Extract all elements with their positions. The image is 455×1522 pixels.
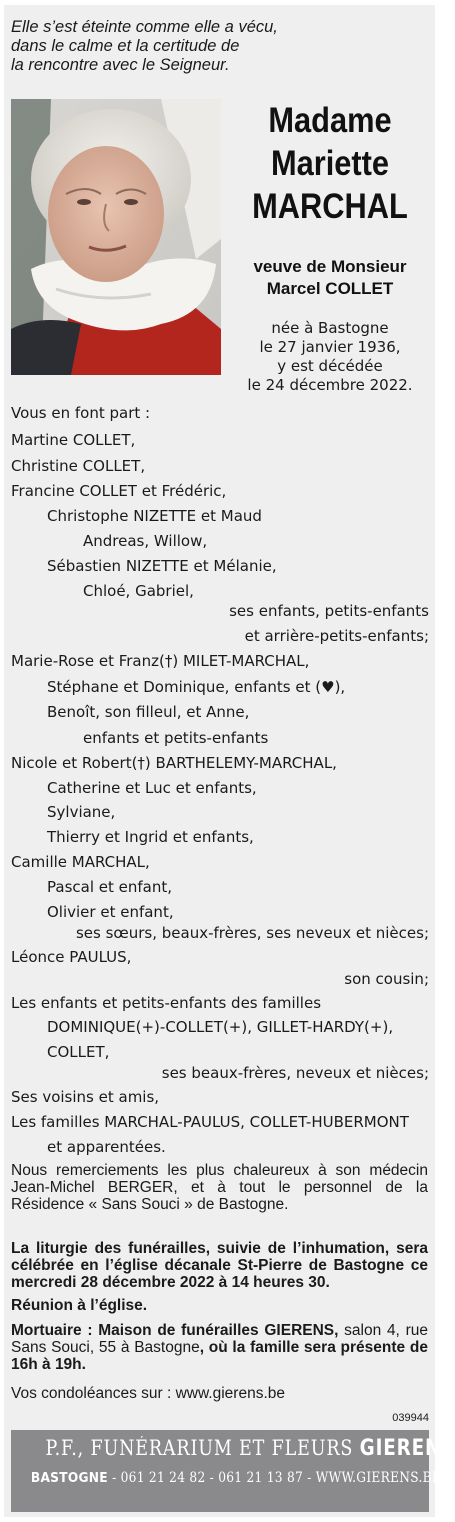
banner-brand: GIERENS	[359, 1436, 455, 1461]
mortuary-address: salon 4, rue Sans Souci, 55 à Bastogne	[11, 1322, 428, 1356]
portrait-photo	[11, 99, 221, 375]
family-line: Andreas, Willow,	[83, 532, 208, 550]
epitaph	[11, 18, 278, 75]
family-line: Christine COLLET,	[11, 457, 146, 475]
birth-date: le 27 janvier 1936,	[259, 338, 401, 356]
meeting-note: Réunion à l’église.	[11, 1297, 148, 1314]
family-relation: ses beaux-frères, neveux et nièces;	[161, 1064, 429, 1082]
family-line: COLLET,	[47, 1043, 110, 1061]
family-line: enfants et petits-enfants	[83, 729, 269, 747]
family-relation: ses sœurs, beaux-frères, ses neveux et nièces;	[75, 924, 429, 942]
banner-contact	[30, 1470, 442, 1486]
deceased-title: Madame	[268, 101, 392, 140]
family-relation: et arrière-petits-enfants;	[244, 627, 429, 645]
condolences-line: Vos condoléances sur : www.gierens.be	[11, 1385, 285, 1402]
epitaph-line: dans le calme et la certitude de	[11, 37, 240, 55]
banner-prefix: P.F., FUNÉRARIUM ET FLEURS	[45, 1436, 360, 1460]
family-line: Christophe NIZETTE et Maud	[47, 507, 262, 525]
family-line: Nicole et Robert(†) BARTHELEMY-MARCHAL,	[11, 754, 337, 772]
family-relation: ses enfants, petits-enfants	[229, 602, 429, 620]
family-line: Vous en font part :	[11, 404, 151, 422]
husband-name: Marcel COLLET	[266, 279, 394, 298]
family-line: Camille MARCHAL,	[11, 853, 150, 871]
mortuary-paragraph	[11, 1322, 428, 1373]
family-line: Sylviane,	[47, 803, 116, 821]
family-line: Francine COLLET et Frédéric,	[11, 482, 227, 500]
family-line: DOMINIQUE(+)-COLLET(+), GILLET-HARDY(+),	[47, 1018, 394, 1036]
family-line: Olivier et enfant,	[47, 903, 174, 921]
family-line: Martine COLLET,	[11, 431, 136, 449]
banner-phones-web: - 061 21 24 82 - 061 21 13 87 - WWW.GIERENS.BE	[107, 1470, 442, 1486]
family-line: Sébastien NIZETTE et Mélanie,	[47, 557, 277, 575]
death-place: y est décédée	[277, 357, 383, 375]
mortuary-visit: , où la famille sera présente de 16h à 19h.	[11, 1339, 428, 1373]
birth-place: née à Bastogne	[271, 319, 389, 337]
family-line: Stéphane et Dominique, enfants et (♥),	[47, 678, 346, 696]
family-line: Pascal et enfant,	[47, 878, 172, 896]
family-line: Marie-Rose et Franz(†) MILET-MARCHAL,	[11, 652, 310, 670]
death-date: le 24 décembre 2022.	[247, 376, 413, 394]
family-line: Ses voisins et amis,	[11, 1088, 160, 1106]
epitaph-line: Elle s’est éteinte comme elle a vécu,	[11, 18, 278, 36]
banner-city: BASTOGNE	[30, 1470, 108, 1486]
liturgy-paragraph: La liturgie des funérailles, suivie de l’inhumation, sera célébrée en l’église décanale St-Pierre de Bastogne ce mercredi 28 décembre 2022 à 14 heures 30.	[11, 1240, 428, 1291]
family-line: et apparentées.	[47, 1138, 166, 1156]
deceased-first-name: Mariette	[270, 144, 390, 183]
family-line: Les familles MARCHAL-PAULUS, COLLET-HUBERMONT	[11, 1113, 409, 1131]
family-line: Les enfants et petits-enfants des familles	[11, 994, 322, 1012]
family-line: Catherine et Luc et enfants,	[47, 779, 257, 797]
epitaph-line: la rencontre avec le Seigneur.	[11, 56, 230, 74]
banner-title	[45, 1436, 455, 1461]
widow-line: veuve de Monsieur	[253, 257, 407, 276]
thanks-paragraph: Nous remerciements les plus chaleureux à son médecin Jean-Michel BERGER, et à tout le personnel de la Résidence « Sans Souci » de Bastogne.	[11, 1162, 428, 1213]
family-line: Chloé, Gabriel,	[83, 582, 194, 600]
funeral-home-banner	[11, 1430, 455, 1512]
reference-number: 039944	[392, 1412, 429, 1424]
deceased-last-name: MARCHAL	[252, 187, 408, 226]
mortuary-label: Mortuaire : Maison de funérailles GIERENS,	[11, 1322, 339, 1339]
family-line: Thierry et Ingrid et enfants,	[47, 828, 254, 846]
family-line: Léonce PAULUS,	[11, 948, 132, 966]
family-relation: son cousin;	[344, 970, 429, 988]
family-line: Benoît, son filleul, et Anne,	[47, 703, 250, 721]
